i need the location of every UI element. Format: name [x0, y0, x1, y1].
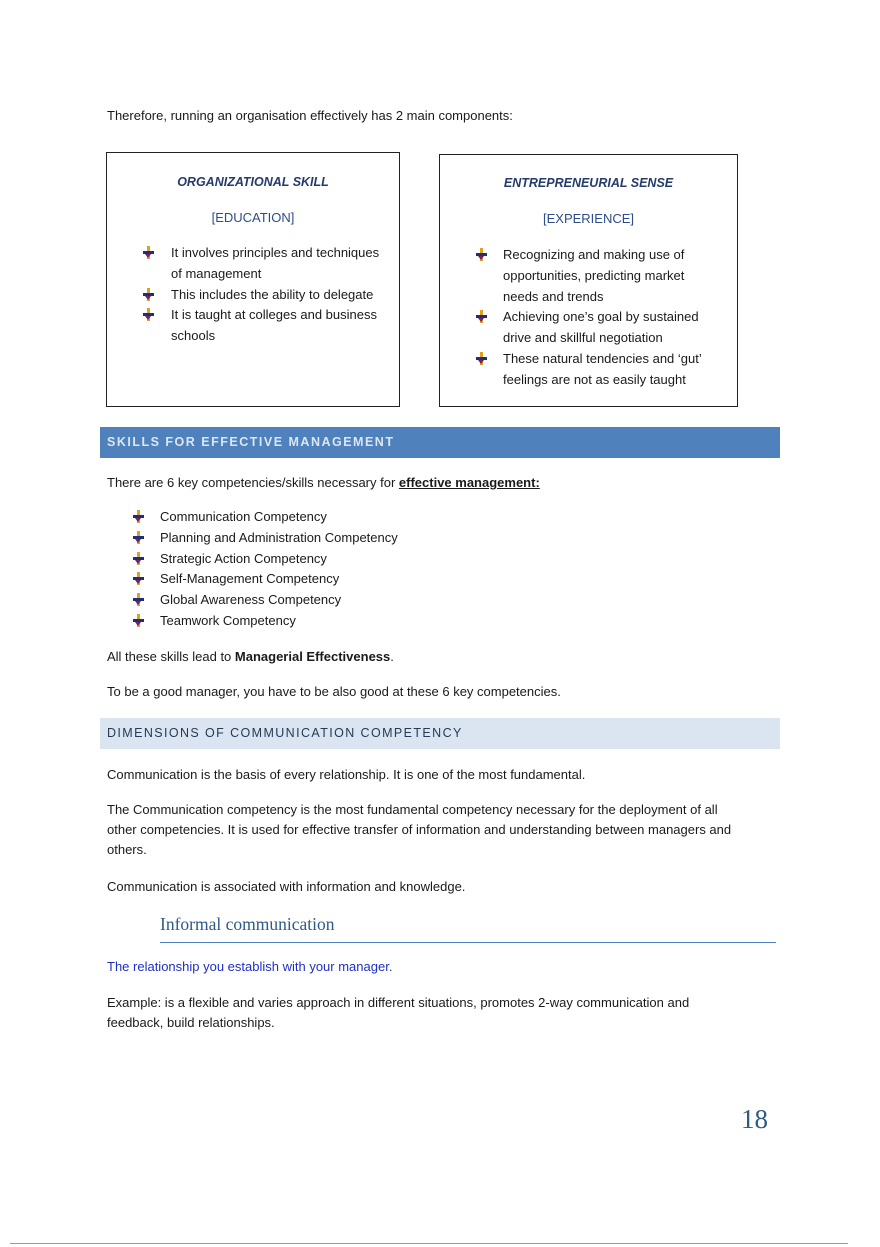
intro-text: Therefore, running an organisation effectively has 2 main components:	[107, 108, 513, 123]
box-list	[171, 243, 391, 347]
list-item: It is taught at colleges and business schools	[171, 305, 391, 347]
list-item: These natural tendencies and ‘gut’ feelings are not as easily taught	[503, 349, 723, 391]
competencies-intro: There are 6 key competencies/skills necessary for effective management:	[107, 475, 540, 490]
arrow-bullet-icon	[143, 308, 154, 321]
list-item: Global Awareness Competency	[160, 590, 560, 611]
good-manager-text: To be a good manager, you have to be also good at these 6 key competencies.	[107, 684, 561, 699]
arrow-bullet-icon	[133, 531, 144, 544]
organizational-skill-box	[106, 152, 400, 407]
highlight-text: The relationship you establish with your manager.	[107, 959, 393, 974]
arrow-bullet-icon	[133, 572, 144, 585]
section-heading: DIMENSIONS OF COMMUNICATION COMPETENCY	[107, 726, 463, 740]
box-title: ENTREPRENEURIAL SENSE	[503, 176, 674, 190]
managerial-effectiveness-text: All these skills lead to Managerial Effectiveness.	[107, 649, 394, 664]
arrow-bullet-icon	[133, 614, 144, 627]
example-paragraph: Example: is a flexible and varies approach in different situations, promotes 2-way communication and feedback, build relationships.	[107, 995, 690, 1030]
footer-divider	[10, 1243, 848, 1244]
arrow-bullet-icon	[133, 593, 144, 606]
arrow-bullet-icon	[143, 246, 154, 259]
bold-term: Managerial Effectiveness	[234, 649, 391, 664]
arrow-bullet-icon	[143, 288, 154, 301]
box-title: ORGANIZATIONAL SKILL	[177, 175, 329, 189]
arrow-bullet-icon	[133, 510, 144, 523]
section-heading-bar	[100, 427, 780, 458]
arrow-bullet-icon	[476, 352, 487, 365]
list-item: Recognizing and making use of opportunities, predicting market needs and trends	[503, 245, 723, 307]
section-heading: SKILLS FOR EFFECTIVE MANAGEMENT	[107, 435, 395, 449]
page-number: 18	[741, 1104, 768, 1134]
box-list	[503, 245, 723, 391]
list-item: Planning and Administration Competency	[160, 528, 560, 549]
box-subtitle: [EXPERIENCE]	[542, 211, 635, 226]
list-item: It involves principles and techniques of management	[171, 243, 391, 285]
competency-list	[160, 507, 560, 632]
paragraph: The Communication competency is the most fundamental competency necessary for the deployment of all other competencies. It is used for effective transfer of information and understanding between managers and others.	[107, 802, 732, 857]
paragraph: Communication is the basis of every relationship. It is one of the most fundamental.	[107, 767, 586, 782]
arrow-bullet-icon	[476, 310, 487, 323]
paragraph: Communication is associated with information and knowledge.	[107, 879, 466, 894]
list-item: Self-Management Competency	[160, 569, 560, 590]
list-item: Teamwork Competency	[160, 611, 560, 632]
section-heading-bar	[100, 718, 780, 749]
arrow-bullet-icon	[133, 552, 144, 565]
heading-underline	[160, 942, 776, 943]
entrepreneurial-sense-box	[439, 154, 738, 407]
emphasis-text: effective management:	[398, 475, 540, 490]
list-item: This includes the ability to delegate	[171, 285, 391, 306]
subsection-heading: Informal communication	[160, 914, 335, 934]
list-item: Strategic Action Competency	[160, 549, 560, 570]
list-item: Communication Competency	[160, 507, 560, 528]
list-item: Achieving one’s goal by sustained drive and skillful negotiation	[503, 307, 723, 349]
arrow-bullet-icon	[476, 248, 487, 261]
box-subtitle: [EDUCATION]	[211, 210, 295, 225]
